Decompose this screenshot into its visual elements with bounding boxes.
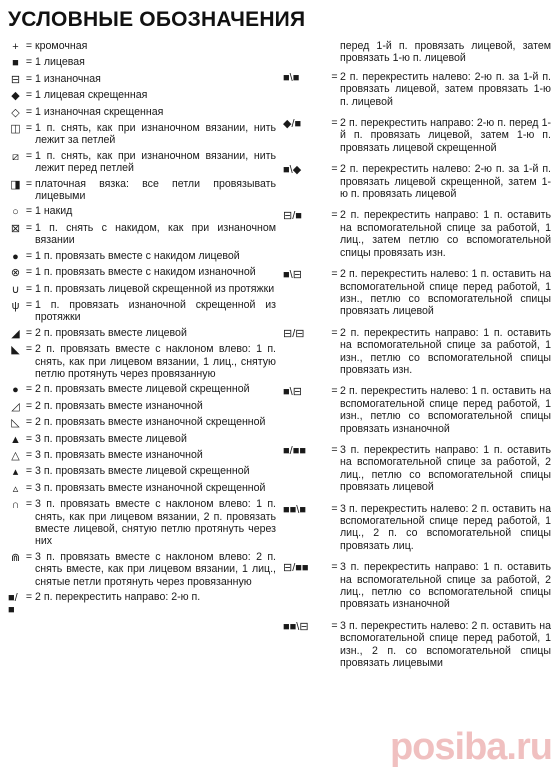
equals-sign: = (25, 56, 33, 69)
equals-sign: = (331, 209, 338, 222)
equals-sign: = (331, 70, 338, 83)
legend-entry (8, 73, 276, 86)
legend-description: 3 п. перекрестить направо: 1 п. оставить на вспомогательной спице за работой, 2 лиц., петлю со вспомогательной спицы провязать изнаночной (340, 561, 551, 611)
legend-description: 2 п. провязать вместе лицевой (35, 326, 187, 339)
legend-description: 3 п. провязать вместе изнаночной (35, 448, 203, 461)
legend-description: 1 п. снять, как при изнаночном вязании, нить лежит за петлей (35, 122, 276, 147)
equals-sign: = (25, 591, 33, 604)
legend-description: 3 п. провязать вместе с наклоном влево: 1 п. снять, как при лицевом вязании, 2 п. провязать вместе лицевой, снятую петлю протянуть через них (35, 498, 276, 548)
equals-sign: = (331, 163, 338, 176)
legend-entry (8, 498, 276, 548)
legend-description: 2 п. провязать вместе изнаночной (35, 399, 203, 412)
legend-description: 2 п. перекрестить направо: 1 п. оставить на вспомогательной спице за работой, 1 лиц., затем петлю со вспомогательной спицы провязать изн. (340, 209, 551, 259)
spacer (283, 200, 551, 209)
legend-entry (283, 503, 551, 553)
legend-entry (8, 205, 276, 218)
filled-triangle-icon: ▲ (10, 433, 21, 446)
legend-description: 1 п. снять, как при изнаночном вязании, нить лежит перед петлей (35, 149, 276, 175)
legend-entry (8, 433, 276, 446)
equals-sign: = (25, 177, 33, 190)
equals-sign: = (25, 498, 33, 511)
left-triangle-icon: ◣ (11, 344, 20, 357)
legend-description: 1 п. снять с накидом, как при изнаночном вязании (35, 221, 276, 247)
cross-right-3-icon: ■/■■ (283, 444, 306, 457)
legend-description: кромочная (35, 40, 88, 52)
legend-entry (8, 449, 276, 462)
legend-entry (8, 122, 276, 147)
square-slash-icon: ⧄ (12, 150, 19, 163)
equals-sign: = (25, 343, 33, 356)
equals-sign: = (25, 282, 33, 295)
legend-entry (8, 551, 276, 588)
legend-description: 3 п. провязать вместе с наклоном влево: 2 п. снять вместе, как при лицевом вязании, 1 лиц., снятые петли протянуть через провязанную (35, 550, 276, 588)
equals-sign: = (331, 326, 338, 339)
spacer (8, 617, 276, 620)
double-arch-icon: ⋒ (10, 551, 21, 564)
equals-sign: = (331, 385, 338, 398)
circle-icon: ○ (12, 206, 19, 219)
equals-sign: = (25, 481, 33, 494)
cross-left-purl-icon: ■\⊟ (283, 269, 302, 282)
square-vline-icon: ◫ (10, 123, 21, 136)
cross-right-purl-purl-icon: ⊟/⊟ (283, 327, 305, 340)
legend-entry (8, 222, 276, 247)
cross-right-3-purl-icon: ⊟/■■ (283, 562, 309, 575)
equals-sign: = (25, 249, 33, 262)
equals-sign: = (331, 502, 338, 515)
outline-left-triangle-icon: ◺ (11, 417, 20, 430)
spacer (283, 154, 551, 163)
legend-description: 1 лицевая (35, 56, 85, 69)
legend-entry (283, 620, 551, 670)
legend-entry (283, 327, 551, 377)
legend-description: 1 п. провязать лицевой скрещенной из протяжки (35, 282, 275, 295)
cross-left-3-icon: ■■\■ (283, 503, 306, 516)
spacer (283, 611, 551, 620)
legend-entry (283, 71, 551, 108)
equals-sign: = (25, 105, 33, 118)
legend-entry (8, 383, 276, 396)
legend-description: 3 п. провязать вместе изнаночной скрещенной (35, 481, 266, 494)
cross-right-purl-icon: ⊟/■ (283, 210, 302, 223)
legend-description: 2 п. перекрестить налево: 1 п. оставить на вспомогательной спице перед работой, 1 изн., петлю со вспомогательной спицы провязать изнаночной (340, 385, 551, 435)
circle-x-icon: ⊗ (10, 267, 21, 280)
legend-description: 3 п. перекрестить налево: 2 п. оставить на вспомогательной спице перед работой, 1 лиц., 2 п. со вспомогательной спицы провязать лиц. (340, 502, 551, 552)
equals-sign: = (331, 117, 338, 130)
legend-entry (8, 416, 276, 429)
filled-circle-icon: ● (12, 250, 19, 263)
legend-entry (8, 250, 276, 263)
spacer (283, 318, 551, 327)
legend-description: 2 п. перекрестить налево: 1 п. оставить на вспомогательной спице перед работой, 1 изн., петлю со вспомогательной спицы провязать лицевой (340, 268, 551, 318)
equals-sign: = (25, 89, 33, 102)
legend-description: 1 п. провязать вместе с накидом лицевой (35, 249, 240, 262)
legend-description: 3 п. перекрестить направо: 1 п. оставить на вспомогательной спице за работой, 2 лиц., петлю со вспомогательной спицы провязать лицевой (340, 443, 551, 494)
spacer (283, 435, 551, 444)
legend-right-column (283, 40, 551, 678)
legend-entry (8, 89, 276, 102)
spacer (283, 552, 551, 561)
outline-triangle-icon: △ (11, 449, 20, 462)
square-hline-icon: ⊟ (10, 73, 21, 86)
legend-description: 1 изнаночная скрещенная (35, 105, 164, 118)
legend-entry (8, 591, 276, 617)
legend-entry (283, 209, 551, 259)
legend-description: 2 п. перекрестить направо: 2-ю п. перед 1-й п. провязать лицевой, затем 1-ю п. провязать лицевой скрещенной (340, 117, 551, 154)
legend-continuation: перед 1-й п. провязать лицевой, затем провязать 1-ю п. лицевой (340, 40, 551, 65)
legend-entry (283, 163, 551, 200)
equals-sign: = (25, 448, 33, 461)
filled-dot-icon: ● (12, 384, 19, 397)
legend-entry (8, 327, 276, 340)
equals-sign: = (25, 326, 33, 339)
legend-description: 2 п. перекрестить налево: 2-ю п. за 1-й п. провязать лицевой скрещенной, затем 1-ю п. провязать лицевой (340, 163, 551, 201)
equals-sign: = (331, 443, 338, 456)
cross-right-icon: ■/■ (8, 592, 18, 617)
legend-description: 2 п. провязать вместе лицевой скрещенной (35, 383, 250, 396)
legend-entry (283, 385, 551, 435)
legend-entry (8, 465, 276, 478)
equals-sign: = (25, 266, 33, 279)
cross-left-purl-purl-icon: ■\⊟ (283, 386, 302, 399)
equals-sign: = (331, 619, 338, 632)
legend-entry (283, 117, 551, 154)
trident-icon: ψ (11, 299, 20, 312)
legend-left-column (8, 40, 276, 620)
small-outline-triangle-icon: ▵ (12, 482, 19, 495)
legend-description: 3 п. провязать вместе лицевой (35, 432, 187, 445)
equals-sign: = (25, 399, 33, 412)
legend-description: 2 п. перекрестить направо: 1 п. оставить на вспомогательной спице за работой, 1 изн., петлю со вспомогательной спицы провязать изн. (340, 326, 551, 376)
equals-sign: = (25, 40, 33, 52)
legend-entry (283, 444, 551, 494)
spacer (283, 376, 551, 385)
outline-diamond-icon: ◇ (11, 106, 20, 119)
legend-entry (8, 343, 276, 380)
square-x-icon: ⊠ (10, 222, 21, 235)
legend-description: 2 п. провязать вместе изнаночной скрещенной (35, 416, 266, 429)
spacer (283, 108, 551, 117)
page-title: УСЛОВНЫЕ ОБОЗНАЧЕНИЯ (8, 8, 306, 31)
equals-sign: = (25, 416, 33, 429)
outline-right-triangle-icon: ◿ (11, 400, 20, 413)
legend-entry (8, 56, 276, 69)
legend-entry (8, 400, 276, 413)
legend-entry (8, 150, 276, 175)
cross-left-3-purl-icon: ■■\⊟ (283, 620, 309, 633)
legend-description: 3 п. провязать вместе лицевой скрещенной (35, 465, 250, 478)
legend-description: 1 лицевая скрещенная (35, 89, 148, 102)
legend-entry (8, 40, 276, 53)
legend-description: платочная вязка: все петли провязывать лицевыми (35, 177, 276, 203)
filled-square-icon: ■ (12, 57, 19, 70)
spacer (283, 494, 551, 503)
right-triangle-icon: ◢ (11, 327, 20, 340)
legend-description: 1 п. провязать вместе с накидом изнаночной (35, 266, 256, 279)
equals-sign: = (331, 268, 338, 281)
equals-sign: = (25, 383, 33, 396)
legend-entry (8, 106, 276, 119)
cross-left-diamond-icon: ■\◆ (283, 164, 302, 177)
half-square-icon: ◨ (10, 178, 21, 191)
equals-sign: = (25, 465, 33, 478)
equals-sign: = (25, 72, 33, 85)
watermark-logo: posiba.ru (389, 726, 552, 768)
legend-entry (8, 283, 276, 296)
spacer (283, 669, 551, 678)
equals-sign: = (25, 205, 33, 218)
legend-description: 2 п. перекрестить налево: 2-ю п. за 1-й п. провязать лицевой, затем провязать 1-ю п. лицевой (340, 70, 551, 108)
plus-icon: + (12, 41, 19, 53)
legend-description: 2 п. перекрестить направо: 2-ю п. (35, 591, 201, 604)
equals-sign: = (25, 432, 33, 445)
arch-icon: ∩ (11, 499, 20, 512)
legend-entry (8, 178, 276, 203)
equals-sign: = (25, 550, 33, 563)
equals-sign: = (25, 221, 33, 234)
legend-entry (8, 266, 276, 279)
equals-sign: = (331, 561, 338, 574)
legend-entry (283, 268, 551, 318)
legend-description: 2 п. провязать вместе с наклоном влево: 1 п. снять, как при лицевом вязании, 1 лиц., снятую петлю протянуть через провязанную (35, 343, 276, 380)
legend-entry (8, 299, 276, 324)
legend-entry (283, 561, 551, 611)
cross-left-icon: ■\■ (283, 71, 300, 84)
filled-diamond-icon: ◆ (11, 90, 20, 103)
legend-description: 3 п. перекрестить налево: 2 п. оставить на вспомогательной спице перед работой, 1 изн., 2 п. со вспомогательной спицы провязать лицевыми (340, 619, 551, 670)
legend-entry (8, 482, 276, 495)
legend-description: 1 п. провязать изнаночной скрещенной из протяжки (35, 298, 276, 324)
equals-sign: = (25, 298, 33, 311)
equals-sign: = (25, 122, 33, 135)
legend-description: 1 изнаночная (35, 72, 101, 85)
cross-right-diamond-icon: ◆/■ (283, 118, 302, 131)
spacer (283, 259, 551, 268)
equals-sign: = (25, 149, 33, 162)
u-shape-icon: ∪ (11, 283, 20, 296)
legend-description: 1 накид (35, 205, 73, 218)
small-filled-triangle-icon: ▴ (12, 466, 19, 479)
